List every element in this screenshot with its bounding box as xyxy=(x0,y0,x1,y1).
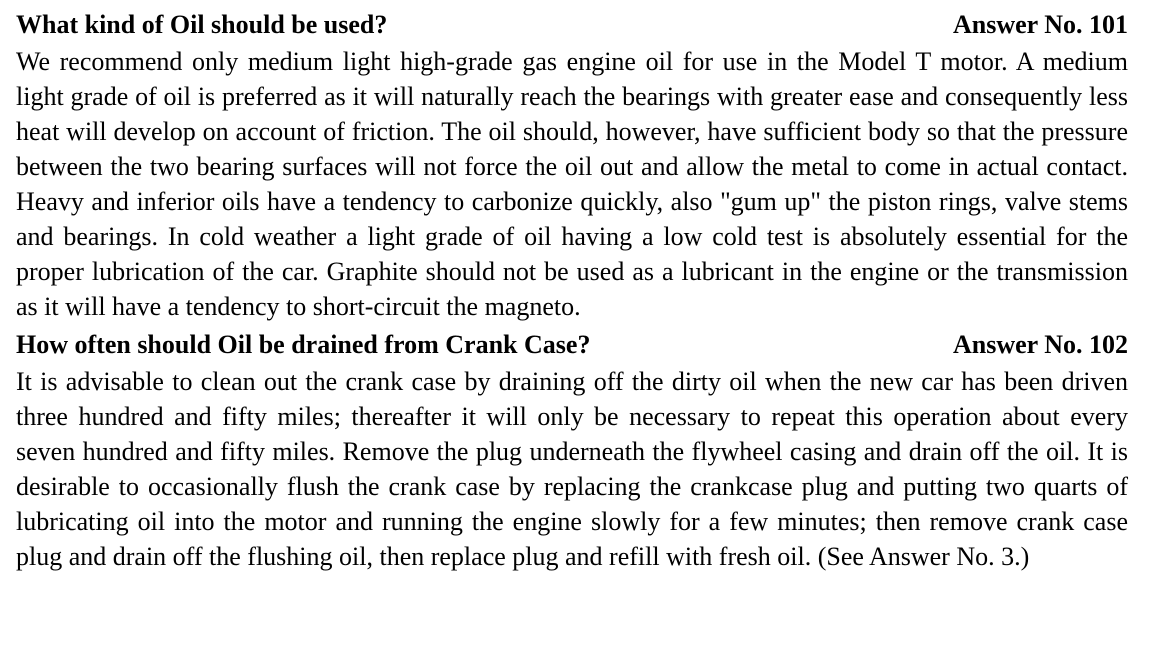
question-header xyxy=(16,328,1128,362)
answer-paragraph: We recommend only medium light high-grade gas engine oil for use in the Model T motor. A medium light grade of oil is preferred as it will naturally reach the bearings with greater ease and consequently less heat will develop on account of friction. The oil should, however, have sufficient body so that the pressure between the two bearing surfaces will not force the oil out and allow the metal to come in actual contact. Heavy and inferior oils have a tendency to carbonize quickly, also "gum up" the piston rings, valve stems and bearings. In cold weather a light grade of oil having a low cold test is absolutely essential for the proper lubrication of the car. Graphite should not be used as a lubricant in the engine or the transmission as it will have a tendency to short-circuit the magneto. xyxy=(16,47,1128,321)
answer-paragraph: It is advisable to clean out the crank case by draining off the dirty oil when the new car has been driven three hundred and fifty miles; thereafter it will only be necessary to repeat this operation about every seven hundred and fifty miles. Remove the plug underneath the flywheel casing and drain off the oil. It is desirable to occasionally flush the crank case by replacing the crankcase plug and putting two quarts of lubricating oil into the motor and running the engine slowly for a few minutes; then remove crank case plug and drain off the flushing oil, then replace plug and refill with fresh oil. (See Answer No. 3.) xyxy=(16,367,1128,571)
question-title: What kind of Oil should be used? xyxy=(16,10,388,39)
question-header xyxy=(16,8,1128,42)
answer-number: Answer No. 101 xyxy=(952,10,1128,39)
qa-entry-102 xyxy=(16,328,1128,574)
answer-number: Answer No. 102 xyxy=(952,330,1128,359)
question-title: How often should Oil be drained from Crank Case? xyxy=(16,330,591,359)
qa-entry-101 xyxy=(16,8,1128,324)
